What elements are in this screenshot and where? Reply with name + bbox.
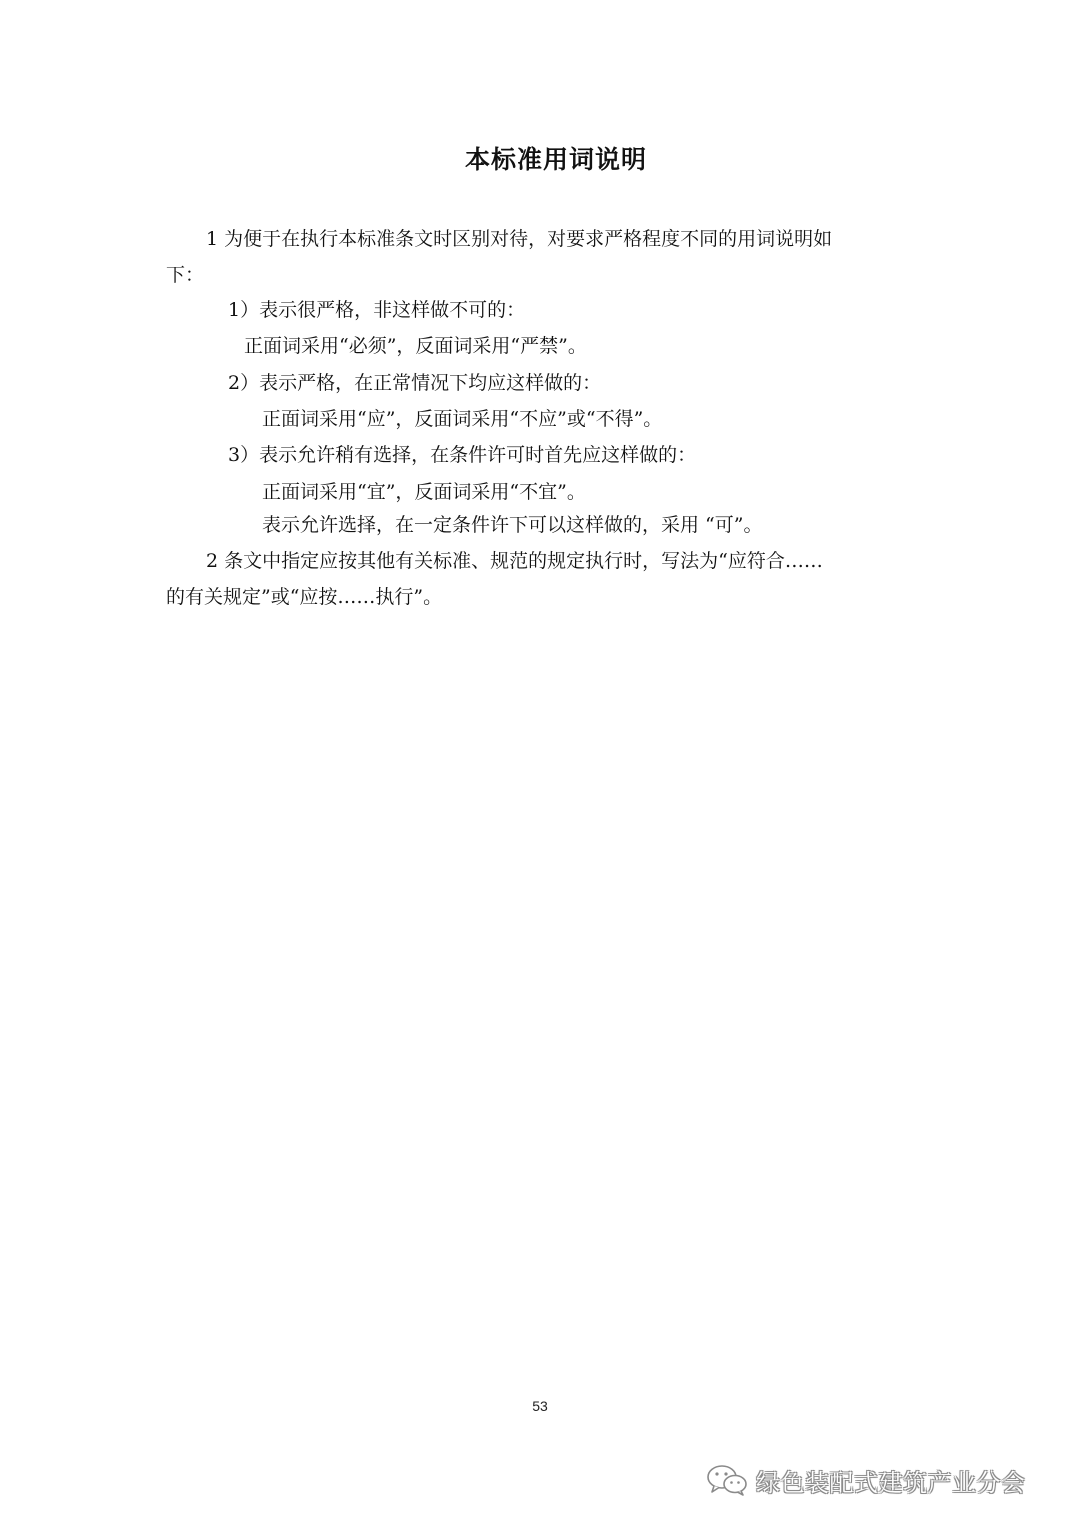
item-3-extra-detail: 表示允许选择，在一定条件许下可以这样做的，采用 “可”。 [262, 514, 763, 536]
item-1-detail: 正面词采用“必须”，反面词采用“严禁”。 [244, 335, 587, 357]
item-1-heading: 1）表示很严格，非这样做不可的： [228, 299, 526, 321]
wechat-icon [706, 1463, 748, 1497]
paragraph-2-line-2: 的有关规定”或“应按……执行”。 [166, 586, 443, 608]
item-2-detail: 正面词采用“应”，反面词采用“不应”或“不得”。 [262, 408, 663, 430]
page-title: 本标准用词说明 [464, 145, 647, 174]
item-3-heading: 3）表示允许稍有选择，在条件许可时首先应这样做的： [228, 444, 697, 466]
paragraph-1-line-1: 1 为便于在执行本标准条文时区别对待，对要求严格程度不同的用词说明如 [206, 228, 833, 250]
paragraph-1-line-2: 下： [166, 264, 205, 286]
page-number: 53 [532, 1398, 548, 1414]
paragraph-2-line-1: 2 条文中指定应按其他有关标准、规范的规定执行时，写法为“应符合…… [206, 550, 823, 572]
item-3-detail: 正面词采用“宜”，反面词采用“不宜”。 [262, 481, 586, 503]
watermark-text: 绿色装配式建筑产业分会 [756, 1468, 1026, 1497]
item-2-heading: 2）表示严格，在正常情况下均应这样做的： [228, 372, 602, 394]
watermark [706, 1460, 1026, 1500]
